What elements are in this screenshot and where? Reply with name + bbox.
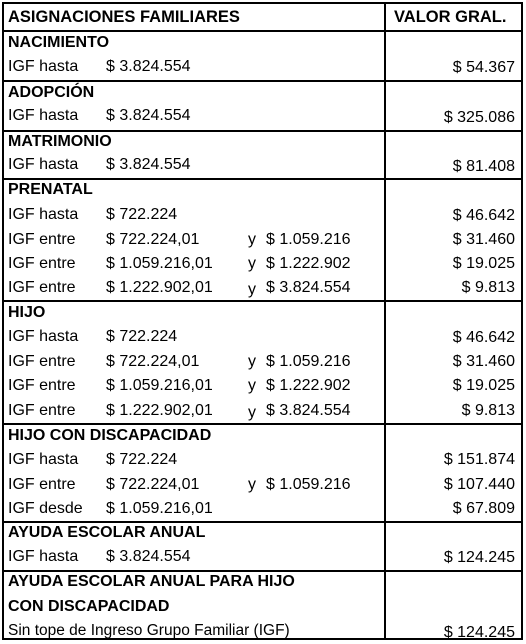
row-from: $ 722.224,01 <box>106 231 200 248</box>
row-label: IGF entre <box>8 279 76 296</box>
row-value: $ 151.874 <box>443 451 515 468</box>
row-value: $ 81.408 <box>452 158 515 175</box>
row-value: $ 46.642 <box>452 329 515 346</box>
row-from: $ 722.224 <box>106 451 178 468</box>
row-to: $ 1.059.216 <box>266 476 351 493</box>
row-label: IGF entre <box>8 231 76 248</box>
row-to: $ 1.059.216 <box>266 353 351 370</box>
section-title-line2: CON DISCAPACIDAD <box>8 598 170 615</box>
row-label: IGF entre <box>8 476 76 493</box>
row-value: $ 46.642 <box>452 207 515 224</box>
row-from: $ 3.824.554 <box>106 156 191 173</box>
row-label: IGF hasta <box>8 328 79 345</box>
row-from: $ 722.224,01 <box>106 476 200 493</box>
header-title: ASIGNACIONES FAMILIARES <box>8 8 240 26</box>
header-value: VALOR GRAL. <box>394 8 507 26</box>
section-title: HIJO <box>8 304 46 321</box>
row-label: IGF entre <box>8 353 76 370</box>
row-value: $ 107.440 <box>443 476 515 493</box>
row-label: IGF hasta <box>8 58 79 75</box>
row-conjunction: y <box>248 377 256 394</box>
row-label: IGF hasta <box>8 206 79 223</box>
row-label: IGF hasta <box>8 548 79 565</box>
row-conjunction: y <box>248 231 256 248</box>
row-value: $ 9.813 <box>461 402 515 419</box>
row-label: IGF desde <box>8 500 83 517</box>
row-from: $ 1.222.902,01 <box>106 279 213 296</box>
row-to: $ 3.824.554 <box>266 402 351 419</box>
section-title: HIJO CON DISCAPACIDAD <box>8 427 212 444</box>
row-from: $ 1.059.216,01 <box>106 500 213 517</box>
row-value: $ 19.025 <box>452 377 515 394</box>
row-divider <box>4 423 521 425</box>
row-to: $ 1.222.902 <box>266 377 351 394</box>
section-title: AYUDA ESCOLAR ANUAL PARA HIJO <box>8 573 295 590</box>
row-divider <box>4 80 521 82</box>
row-divider <box>4 30 521 32</box>
row-value: $ 124.245 <box>443 624 515 641</box>
row-from: $ 722.224 <box>106 328 178 345</box>
row-label: Sin tope de Ingreso Grupo Familiar (IGF) <box>8 622 290 639</box>
section-title: ADOPCIÓN <box>8 84 95 101</box>
row-conjunction: y <box>248 476 256 493</box>
row-to: $ 1.222.902 <box>266 255 351 272</box>
row-conjunction: y <box>248 255 256 272</box>
row-from: $ 3.824.554 <box>106 107 191 124</box>
row-value: $ 31.460 <box>452 231 515 248</box>
row-to: $ 1.059.216 <box>266 231 351 248</box>
section-title: MATRIMONIO <box>8 133 112 150</box>
row-label: IGF hasta <box>8 107 79 124</box>
section-title: NACIMIENTO <box>8 34 110 51</box>
row-from: $ 3.824.554 <box>106 58 191 75</box>
asignaciones-table <box>2 2 523 640</box>
row-value: $ 9.813 <box>461 279 515 296</box>
row-from: $ 3.824.554 <box>106 548 191 565</box>
column-divider <box>384 4 386 638</box>
row-value: $ 124.245 <box>443 549 515 566</box>
row-label: IGF entre <box>8 402 76 419</box>
row-value: $ 67.809 <box>452 500 515 517</box>
row-value: $ 54.367 <box>452 59 515 76</box>
row-value: $ 31.460 <box>452 353 515 370</box>
row-conjunction: y <box>248 281 256 298</box>
section-title: AYUDA ESCOLAR ANUAL <box>8 524 206 541</box>
row-from: $ 1.059.216,01 <box>106 255 213 272</box>
row-from: $ 1.059.216,01 <box>106 377 213 394</box>
row-from: $ 722.224,01 <box>106 353 200 370</box>
row-from: $ 722.224 <box>106 206 178 223</box>
row-to: $ 3.824.554 <box>266 279 351 296</box>
section-title: PRENATAL <box>8 181 93 198</box>
row-from: $ 1.222.902,01 <box>106 402 213 419</box>
row-label: IGF entre <box>8 377 76 394</box>
row-label: IGF hasta <box>8 156 79 173</box>
row-value: $ 19.025 <box>452 255 515 272</box>
row-value: $ 325.086 <box>443 109 515 126</box>
row-conjunction: y <box>248 353 256 370</box>
row-conjunction: y <box>248 404 256 421</box>
row-divider <box>4 300 521 302</box>
row-label: IGF entre <box>8 255 76 272</box>
row-label: IGF hasta <box>8 451 79 468</box>
